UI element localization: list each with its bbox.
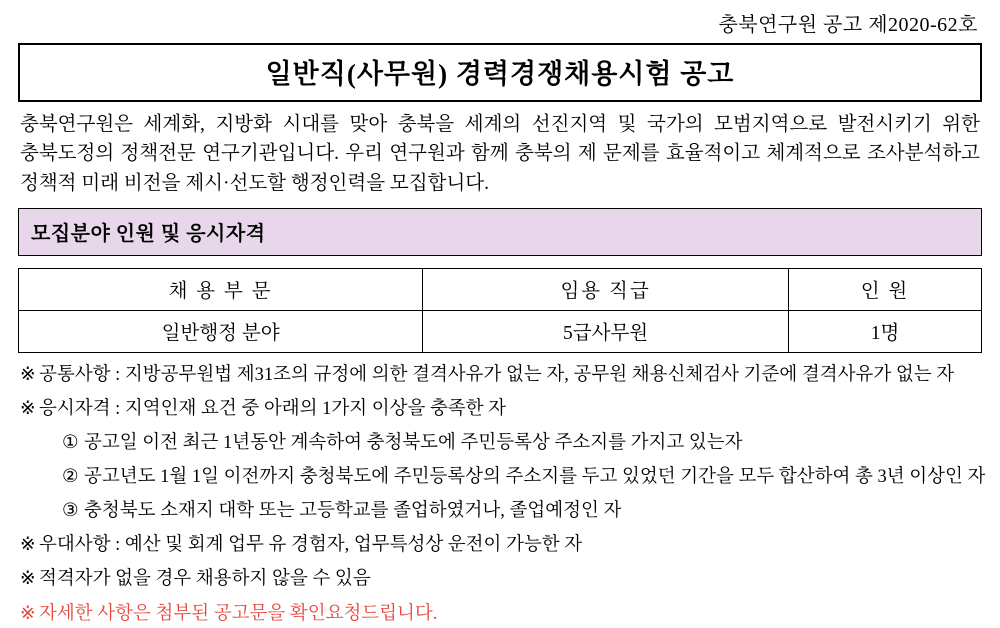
- footer-note-text: 자세한 사항은 첨부된 공고문을 확인요청드립니다.: [39, 603, 438, 624]
- document-number: 충북연구원 공고 제2020-62호: [718, 14, 978, 36]
- intro-paragraph: [20, 110, 980, 198]
- qualification-item-2: [62, 463, 986, 491]
- table-header-cell-position: 채 용 부 문: [19, 268, 423, 310]
- note-mark-icon: ※: [20, 364, 36, 385]
- circled-number-2-icon: ②: [62, 467, 79, 488]
- note-mark-icon: ※: [20, 603, 36, 624]
- note-preferential: [20, 531, 982, 559]
- note-no-qualified-candidate: [20, 565, 982, 593]
- note-eligibility-text: 응시자격 : 지역인재 요건 중 아래의 1가지 이상을 충족한 자: [39, 398, 507, 419]
- table-cell-position: 일반행정 분야: [19, 310, 423, 352]
- note-mark-icon: ※: [20, 398, 36, 419]
- table-header-row: [19, 268, 982, 310]
- footer-note: [20, 600, 982, 628]
- intro-text: 충북연구원은 세계화, 지방화 시대를 맞아 충북을 세계의 선진지역 및 국가의 모범지역으로 발전시키기 위한 충북도정의 정책전문 연구기관입니다. 우리 연구원과 함께 충북의 제 문제를 효율적이고 체계적으로 조사분석하고 정책적 미래 비전을 제시·선도할 행정인력을 모집합니다.: [20, 114, 980, 194]
- qualification-item-2-text: 공고년도 1월 1일 이전까지 충청북도에 주민등록상의 주소지를 두고 있었던 기간을 모두 합산하여 총 3년 이상인 자: [84, 467, 986, 488]
- circled-number-1-icon: ①: [62, 432, 79, 453]
- recruitment-table: [18, 268, 982, 353]
- page-title: 일반직(사무원) 경력경쟁채용시험 공고: [265, 59, 735, 89]
- notes-list: [18, 361, 986, 628]
- table-header-cell-grade: 임용 직급: [423, 268, 789, 310]
- note-preferential-text: 우대사항 : 예산 및 회계 업무 유 경험자, 업무특성상 운전이 가능한 자: [39, 535, 583, 556]
- circled-number-3-icon: ③: [62, 501, 79, 522]
- table-cell-grade: 5급사무원: [423, 310, 789, 352]
- qualification-item-3: [62, 497, 982, 525]
- note-common-requirements: [20, 361, 982, 389]
- note-common-requirements-text: 공통사항 : 지방공무원법 제31조의 규정에 의한 결격사유가 없는 자, 공무원 채용신체검사 기준에 결격사유가 없는 자: [39, 364, 955, 385]
- document-title-box: [18, 43, 982, 102]
- table-row: [19, 310, 982, 352]
- qualification-item-1: [62, 429, 982, 457]
- note-eligibility: [20, 395, 982, 423]
- table-header-cell-count: 인 원: [788, 268, 981, 310]
- table-cell-count: 1명: [788, 310, 981, 352]
- note-no-qualified-candidate-text: 적격자가 없을 경우 채용하지 않을 수 있음: [39, 569, 371, 590]
- note-mark-icon: ※: [20, 569, 36, 590]
- qualification-item-3-text: 충청북도 소재지 대학 또는 고등학교를 졸업하였거나, 졸업예정인 자: [84, 501, 622, 522]
- note-mark-icon: ※: [20, 535, 36, 556]
- section-heading: 모집분야 인원 및 응시자격: [18, 208, 982, 256]
- qualification-item-1-text: 공고일 이전 최근 1년동안 계속하여 충청북도에 주민등록상 주소지를 가지고 있는자: [84, 432, 743, 453]
